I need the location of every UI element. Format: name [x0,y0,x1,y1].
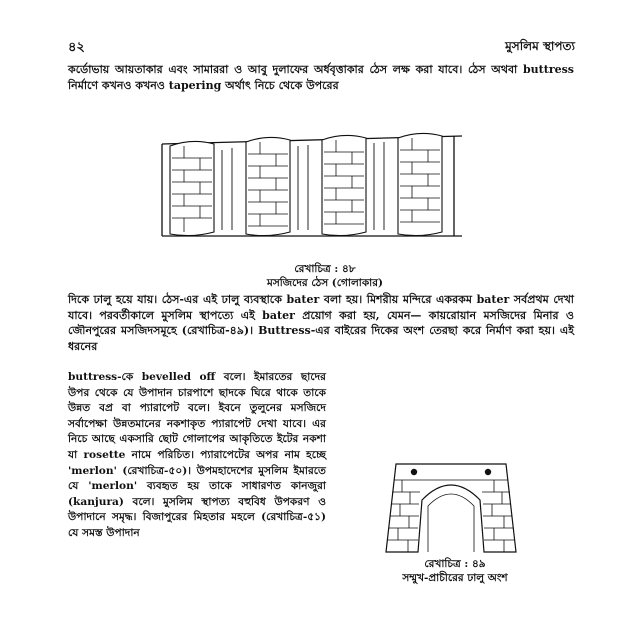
running-title: মুসলিম স্থাপত্য [505,39,575,53]
figure-49-label: রেখাচিত্র : ৪৯ [424,558,486,570]
paragraph-3: buttress-কে bevelled off বলে। ইমারতের ছাদের উপর থেকে যে উপাদান চারপাশে ছাদকে ঘিরে থাকে তাকে উন্নত বপ্র বা প্যারাপেট বলে। ইবনে তুলুনের মসজিদে সর্বাপেক্ষা উন্নতমানের নকশাকৃত প্যারাপেট দেখা যাবে। এর নিচে আছে একসারি ছোট গোলাপের আকৃতিতে ইটের নকশা যা rosette নামে পরিচিত। প্যারাপেটের অপর নাম হচ্ছে 'merlon' (রেখাচিত্র-৫০)। উপমহাদেশের মুসলিম ইমারতে যে 'merlon' ব্যবহৃত হয় তাকে সাধারণত কানজুরা (kanjura) বলে। মুসলিম স্থাপত্য বহুবিধ উপকরণ ও উপাদানে সমৃদ্ধ। বিজাপুরের মিহতার মহলে (রেখাচিত্র-৫১) যে সমস্ত উপাদান [68,371,326,539]
figure-48-label: রেখাচিত্র : ৪৮ [294,263,356,275]
figure-49-caption: সম্মুখ-প্রাচীরের ঢালু অংশ [402,572,508,584]
figure-49-gateway-drawing [376,460,526,555]
paragraph-2: দিকে ঢালু হয়ে যায়। ঠেস-এর এই ঢালু ব্যবস্থাকে bater বলা হয়। মিশরীয় মন্দিরে একরকম bater সর্বপ্রথম দেখা যাবে। পরবর্তীকালে মুসলিম স্থাপত্যে এই bater প্রয়োগ করা হয়, যেমন— কায়রোয়ান মসজিদের মিনার ও জৌনপুরের মসজিদসমূহে (রেখাচিত্র-৪৯)। Buttress-এর বাইরের দিকের অংশ তেরছা করে নির্মাণ করা হয়। এই ধরনের [68,293,574,353]
figure-48-caption: মসজিদের ঠেস (গোলাকার) [267,277,383,289]
page-number: ৪২ [68,40,85,55]
paragraph-1: কর্ডোভায় আয়তাকার এবং সামাররা ও আবু দুলাফের অর্ধবৃত্তাকার ঠেস লক্ষ করা যাবে। ঠেস অথবা buttress নির্মাণে কখনও কখনও tapering অর্থাৎ নিচে থেকে উপরের [68,63,574,92]
figure-48-buttress-drawing [162,136,462,236]
